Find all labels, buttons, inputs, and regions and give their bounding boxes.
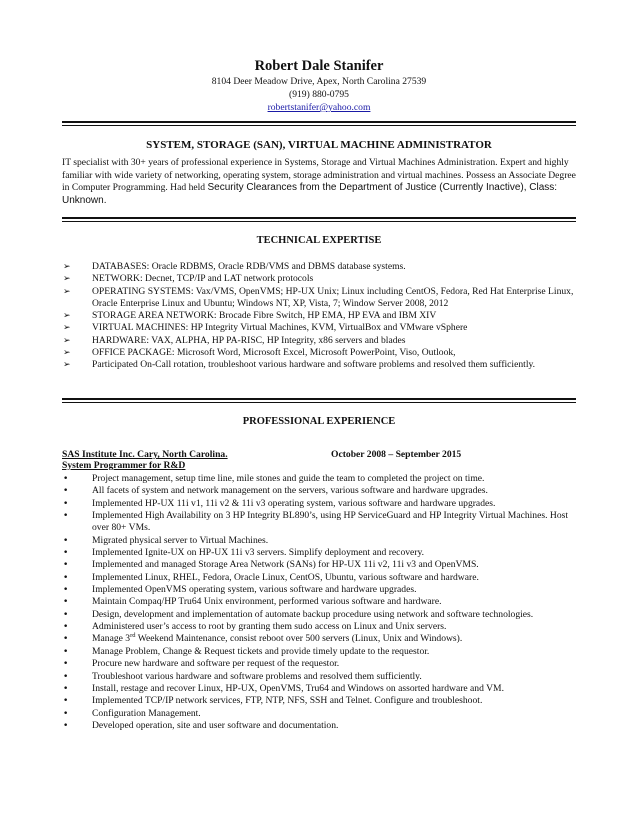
list-item: • Developed operation, site and user software and documentation. [63,719,339,731]
bullet-icon: • [63,683,69,694]
list-item: ➢ VIRTUAL MACHINES: HP Integrity Virtual Machines, KVM, VirtualBox and VMware vSphere [63,322,468,334]
candidate-name: Robert Dale Stanifer [254,58,384,74]
bullet-icon: • [63,720,69,731]
bullet-icon: • [63,548,69,559]
bullet-icon: • [63,572,69,583]
list-item: • Implemented and managed Storage Area Network (SANs) for HP-UX 11i v2, 11i v3 and OpenVMS. [63,559,479,571]
list-item: • All facets of system and network management on the servers, various software and hardware upgrades. [63,485,488,497]
list-item: • Configuration Management. [63,707,201,719]
summary-text: IT specialist with 30+ years of professional experience in Systems, Storage and Virtual Machines Administration. Expert and highly familiar with wide variety of networking, operating system, storage administration and virtual machines. Possess an Associate Degree in Computer Programming. Had held [62,157,576,194]
bullet-icon: • [63,486,69,497]
arrow-bullet-icon: ➢ [63,335,71,346]
resume-title: SYSTEM, STORAGE (SAN), VIRTUAL MACHINE ADMINISTRATOR [146,139,492,151]
list-item: • Implemented TCP/IP network services, FTP, NTP, NFS, SSH and Telnet. Configure and troubleshoot. [63,695,483,707]
technical-expertise-list [62,261,576,372]
bullet-icon: • [63,597,69,608]
bullet-icon: • [63,585,69,596]
list-item: • Implemented Ignite-UX on HP-UX 11i v3 servers. Simplify deployment and recovery. [63,547,425,559]
bullet-icon: • [63,646,69,657]
phone: (919) 880-0795 [289,89,349,100]
list-item: • Manage Problem, Change & Request tickets and provide timely update to the requestor. [63,645,430,657]
job-company: SAS Institute Inc. Cary, North Carolina. [62,449,228,460]
list-item: • Implemented HP-UX 11i v1, 11i v2 & 11i v3 operating system, various software and hardware upgrades. [63,497,496,509]
list-item: • Migrated physical server to Virtual Machines. [63,534,269,546]
address: 8104 Deer Meadow Drive, Apex, North Carolina 27539 [211,76,427,87]
list-item: • Maintain Compaq/HP Tru64 Unix environment, performed various software and hardware. [63,596,442,608]
bullet-icon: • [63,560,69,571]
job-duties-list [62,473,576,732]
list-item: • Implemented High Availability on 3 HP Integrity BL890’s, using HP ServiceGuard and HP Integrity Virtual Machines. Host over 80+ VMs. [63,510,569,534]
list-item: • Procure new hardware and software per request of the requestor. [63,658,340,670]
list-item: • Project management, setup time line, mile stones and guide the team to completed the project on time. [63,473,485,484]
arrow-bullet-icon: ➢ [63,262,71,272]
summary-clearance: Security Clearances from the Department of Justice (Currently Inactive), Class: Unknown. [62,182,558,206]
bullet-icon: • [63,535,69,546]
summary [62,157,576,207]
list-item: ➢ NETWORK: Decnet, TCP/IP and LAT network protocols [63,273,314,285]
bullet-icon: • [63,659,69,670]
list-item: ➢ STORAGE AREA NETWORK: Brocade Fibre Switch, HP EMA, HP EVA and IBM XIV [63,310,437,322]
arrow-bullet-icon: ➢ [63,286,71,297]
list-item: • Implemented Linux, RHEL, Fedora, Oracle Linux, CentOS, Ubuntu, various software and hardware. [63,571,479,583]
list-item: • Administered user’s access to root by granting them sudo access on Linux and Unix servers. [63,621,447,633]
arrow-bullet-icon: ➢ [63,348,71,359]
bullet-icon: • [63,634,69,645]
section-heading-technical-expertise: TECHNICAL EXPERTISE [256,235,382,246]
bullet-icon: • [63,511,69,522]
section-heading-professional-experience: PROFESSIONAL EXPERIENCE [242,416,396,427]
list-item: • Implemented OpenVMS operating system, various software and hardware upgrades. [63,584,417,596]
list-item: • Install, restage and recover Linux, HP-UX, OpenVMS, Tru64 and Windows on assorted hardware and VM. [63,682,504,694]
job-role: System Programmer for R&D [62,460,186,471]
list-item: ➢ Participated On-Call rotation, troubleshoot various hardware and software problems and resolved them sufficiently. [63,359,536,371]
job-header [62,449,576,471]
list-item [62,633,576,645]
arrow-bullet-icon: ➢ [63,360,71,371]
bullet-icon: • [63,671,69,682]
bullet-icon: • [63,474,69,484]
bullet-icon: • [63,708,69,719]
bullet-icon: • [63,609,69,620]
bullet-icon: • [63,696,69,707]
list-item: • Troubleshoot various hardware and software problems and resolved them sufficiently. [63,670,422,682]
arrow-bullet-icon: ➢ [63,274,71,285]
divider [62,217,576,222]
list-item: • Design, development and implementation of automate backup procedure using network and software technologies. [63,608,534,620]
arrow-bullet-icon: ➢ [63,311,71,322]
divider [62,121,576,126]
job-dates: October 2008 – September 2015 [331,449,462,460]
divider [62,398,576,403]
list-item: ➢ OFFICE PACKAGE: Microsoft Word, Microsoft Excel, Microsoft PowerPoint, Viso, Outlook, [63,347,456,359]
list-item: ➢ OPERATING SYSTEMS: Vax/VMS, OpenVMS; HP-UX Unix; Linux including CentOS, Fedora, Red Hat Enterprise Linux, Oracle Enterprise Linux and Ubuntu; Windows NT, XP, Vista, 7; Window Server 2008, 2012 [63,285,574,309]
bullet-icon: • [63,622,69,633]
arrow-bullet-icon: ➢ [63,323,71,334]
item-with-superscript: Manage 3rd Weekend Maintenance, consist reboot over 500 servers (Linux, Unix and Windows). [92,632,463,645]
bullet-icon: • [63,498,69,509]
list-item: ➢ DATABASES: Oracle RDBMS, Oracle RDB/VMS and DBMS database systems. [63,261,406,272]
email-link[interactable]: robertstanifer@yahoo.com [267,102,371,113]
list-item: ➢ HARDWARE: VAX, ALPHA, HP PA-RISC, HP Integrity, x86 servers and blades [63,334,406,346]
